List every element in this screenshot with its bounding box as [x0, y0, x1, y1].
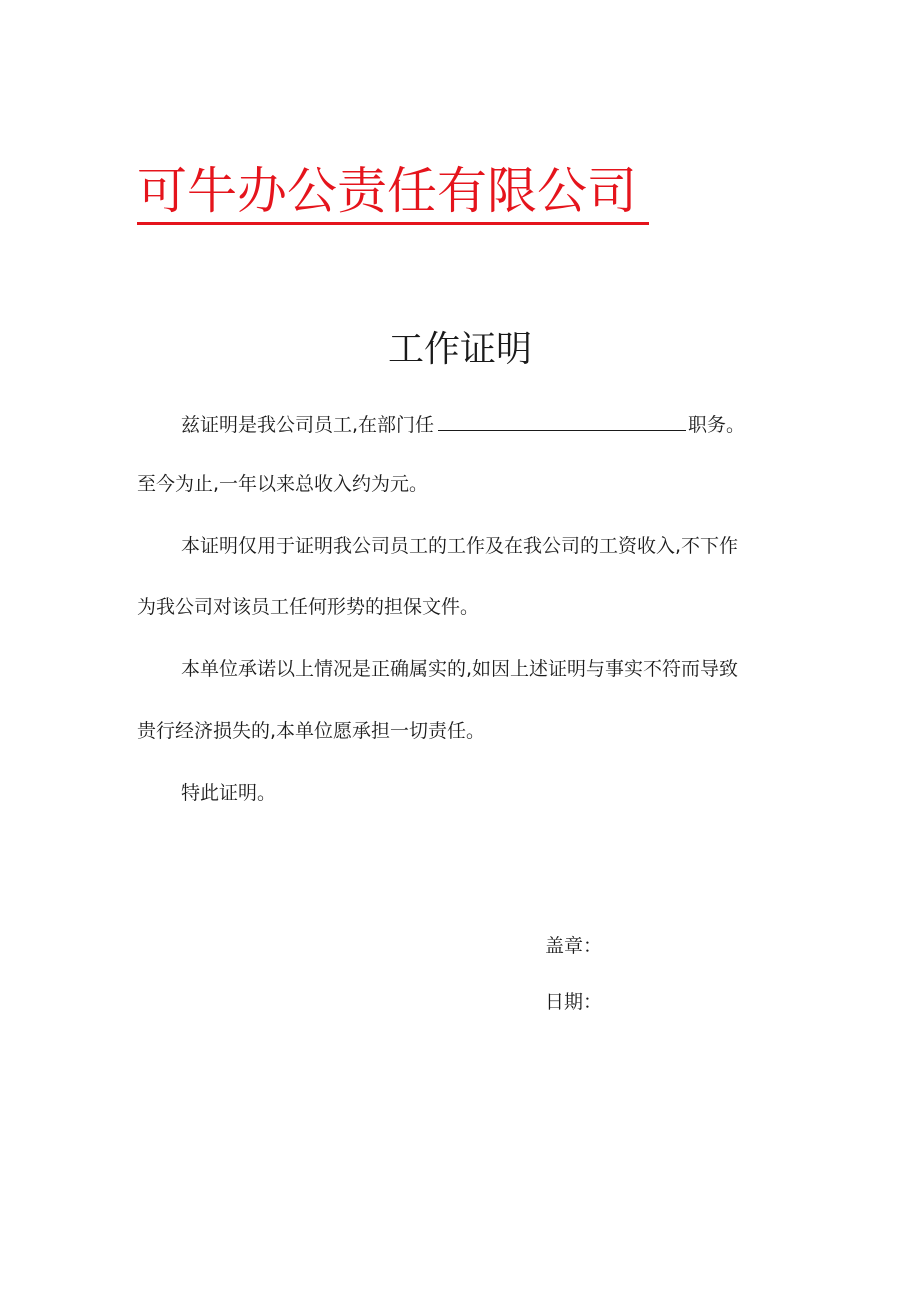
company-name: 可牛办公责任有限公司 [137, 162, 637, 220]
paragraph-1-line-2: 至今为止,一年以来总收入约为元。 [137, 473, 429, 495]
document-title: 工作证明 [387, 329, 532, 370]
paragraph-1-text-after-blank: 职务。 [688, 414, 746, 436]
letterhead-rule [137, 222, 649, 225]
department-blank-field[interactable] [438, 410, 686, 431]
paragraph-3-line-2: 贵行经济损失的,本单位愿承担一切责任。 [137, 720, 486, 742]
date-label: 日期： [545, 991, 603, 1013]
paragraph-1-line-1 [181, 410, 745, 438]
paragraph-2-line-1: 本证明仅用于证明我公司员工的工作及在我公司的工资收入,不下作 [181, 535, 739, 557]
paragraph-1-text-before-blank: 兹证明是我公司员工,在部门任 [181, 414, 435, 436]
closing-statement: 特此证明。 [181, 782, 277, 804]
paragraph-2-line-2: 为我公司对该员工任何形势的担保文件。 [137, 596, 480, 618]
letterhead [137, 160, 649, 225]
seal-label: 盖章： [545, 935, 603, 957]
paragraph-3-line-1: 本单位承诺以上情况是正确属实的,如因上述证明与事实不符而导致 [181, 658, 739, 680]
